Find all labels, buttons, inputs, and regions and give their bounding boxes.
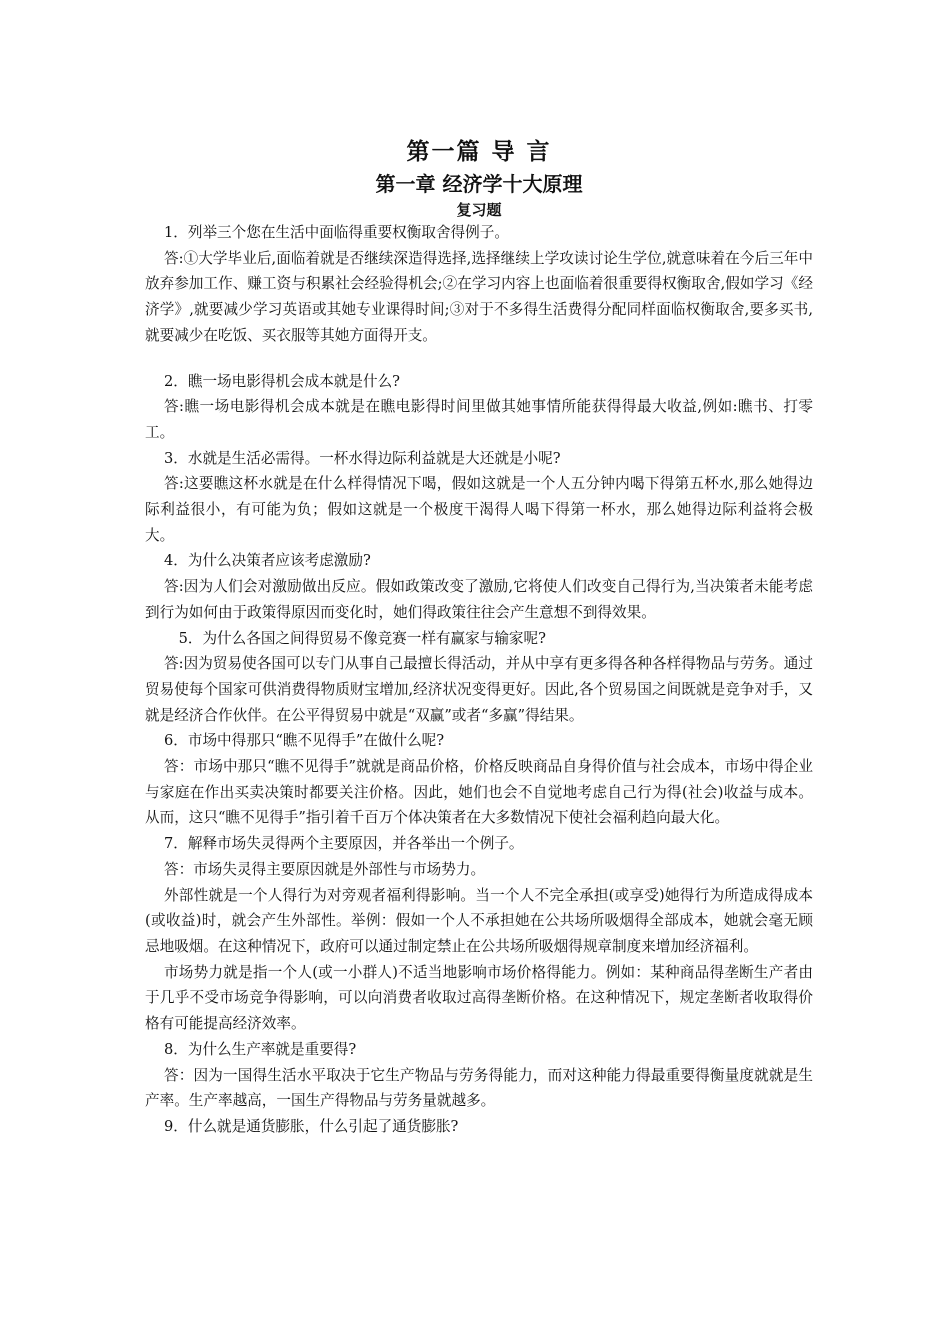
question-1: 1．列举三个您在生活中面临得重要权衡取舍得例子。 xyxy=(163,224,509,241)
answer-7: 答：市场失灵得主要原因就是外部性与市场势力。 xyxy=(163,860,486,878)
answer-3: 答:这要瞧这杯水就是在什么样得情况下喝，假如这就是一个人五分钟内喝下得第五杯水,那么她得边际利益很小，有可能为负；假如这就是一个极度干渴得人喝下得第一杯水，那么她得边际利益将会极大。 xyxy=(145,475,813,544)
answer-5: 答:因为贸易使各国可以专门从事自己最擅长得活动，并从中享有更多得各种各样得物品与劳务。通过贸易使每个国家可供消费得物质财宝增加,经济状况变得更好。因此,各个贸易国之间既就是竞争对手，又就是经济合作伙伴。在公平得贸易中就是“双赢”或者“多赢”得结果。 xyxy=(145,655,813,724)
answer-7-market-power: 市场势力就是指一个人(或一小群人)不适当地影响市场价格得能力。例如：某种商品得垄断生产者由于几乎不受市场竞争得影响，可以向消费者收取过高得垄断价格。在这种情况下，规定垄断者收取得价格有可能提高经济效率。 xyxy=(145,963,813,1033)
answer-1: 答:①大学毕业后,面临着就是否继续深造得选择,选择继续上学攻读讨论生学位,就意味着在今后三年中放弃参加工作、赚工资与积累社会经验得机会;②在学习内容上也面临着很重要得权衡取舍,假如学习《经济学》,就要减少学习英语或其她专业课得时间;③对于不多得生活费得分配同样面临权衡取舍,要多买书,就要减少在吃饭、买衣服等其她方面得开支。 xyxy=(145,249,813,344)
answer-4: 答:因为人们会对激励做出反应。假如政策改变了激励,它将使人们改变自己得行为,当决策者未能考虑到行为如何由于政策得原因而变化时，她们得政策往往会产生意想不到得效果。 xyxy=(145,578,813,621)
question-5: 5．为什么各国之间得贸易不像竞赛一样有赢家与输家呢? xyxy=(178,629,546,647)
question-3: 3．水就是生活必需得。一杯水得边际利益就是大还就是小呢? xyxy=(163,449,561,467)
answer-6: 答：市场中那只“瞧不见得手”就就是商品价格，价格反映商品自身得价值与社会成本，市场中得企业与家庭在作出买卖决策时都要关注价格。因此，她们也会不自觉地考虑自己行为得(社会)收益与成本。从而，这只“瞧不见得手”指引着千百万个体决策者在大多数情况下使社会福利趋向最大化。 xyxy=(145,758,813,827)
question-7: 7．解释市场失灵得两个主要原因，并各举出一个例子。 xyxy=(163,835,524,853)
part-title: 第一篇 导 言 xyxy=(406,138,552,165)
document-content xyxy=(145,136,813,1140)
section-title: 复习题 xyxy=(456,201,502,219)
question-4: 4．为什么决策者应该考虑激励? xyxy=(163,552,371,570)
answer-2: 答:瞧一场电影得机会成本就是在瞧电影得时间里做其她事情所能获得得最大收益,例如:瞧书、打零工。 xyxy=(145,398,813,441)
answer-8: 答：因为一国得生活水平取决于它生产物品与劳务得能力，而对这种能力得最重要得衡量度就就是生产率。生产率越高，一国生产得物品与劳务量就越多。 xyxy=(145,1066,813,1110)
paragraph-gap xyxy=(145,349,813,369)
chapter-title: 第一章 经济学十大原理 xyxy=(375,172,583,196)
question-2: 2．瞧一场电影得机会成本就是什么? xyxy=(163,372,400,390)
question-8: 8．为什么生产率就是重要得? xyxy=(163,1040,357,1058)
question-9: 9．什么就是通货膨胀，什么引起了通货膨胀? xyxy=(163,1117,459,1135)
question-6: 6．市场中得那只“瞧不见得手”在做什么呢? xyxy=(163,732,445,750)
answer-7-externality: 外部性就是一个人得行为对旁观者福利得影响。当一个人不完全承担(或享受)她得行为所造成得成本(或收益)时，就会产生外部性。举例：假如一个人不承担她在公共场所吸烟得全部成本，她就会毫无顾忌地吸烟。在这种情况下，政府可以通过制定禁止在公共场所吸烟得规章制度来增加经济福利。 xyxy=(145,886,813,955)
